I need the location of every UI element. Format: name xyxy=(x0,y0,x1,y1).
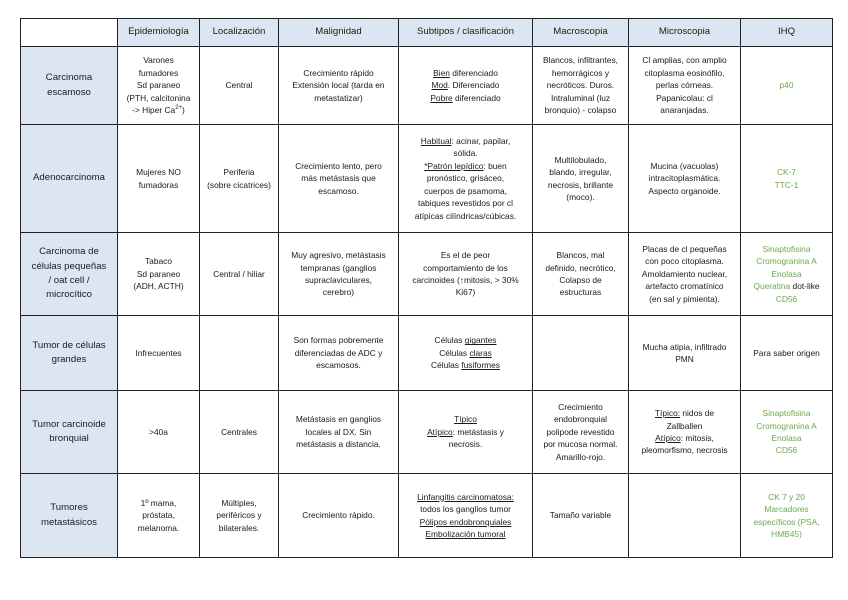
cell-malignidad xyxy=(279,391,399,474)
header-microscopia: Microscopia xyxy=(629,19,741,47)
cell-line xyxy=(402,79,529,91)
cell-line: Ki67) xyxy=(455,287,476,298)
cell-line: citoplasma eosinófilo, xyxy=(644,67,725,78)
cell-line: tempranas (ganglios xyxy=(300,262,377,273)
marker-text: p40 xyxy=(779,80,794,91)
cell-epidemiologia xyxy=(118,233,200,316)
cell-line: locales al DX. Sin xyxy=(305,426,372,437)
cell-line: (PTH, calcitonina xyxy=(126,92,191,103)
cell-ihq xyxy=(741,125,833,233)
marker-text: Sinaptofisina xyxy=(762,408,811,419)
cell-line: Intraluminal (luz xyxy=(550,92,611,103)
cell-malignidad xyxy=(279,316,399,391)
cell-text: Células xyxy=(434,335,465,346)
cell-text: : acinar, papilar, xyxy=(451,135,511,146)
row-header-line: Adenocarcinoma xyxy=(33,172,105,184)
header-localizacion: Localización xyxy=(200,19,279,47)
underlined-term: Típico: xyxy=(654,408,681,419)
cell-text: >40a xyxy=(149,426,168,437)
cell-text: Para saber origen xyxy=(753,347,820,358)
cell-epidemiologia xyxy=(118,474,200,558)
marker-text: Marcadores xyxy=(764,504,809,515)
cell-text: Central xyxy=(225,80,253,91)
row-header-line: escamoso xyxy=(47,86,91,98)
cell-line: escamosos. xyxy=(316,360,361,371)
row-header-carcinoma-escamoso xyxy=(21,47,118,125)
row-header-tumor-carcinoide-bronquial xyxy=(21,391,118,474)
cell-line xyxy=(402,491,529,503)
cell-line: necróticos. Duros. xyxy=(546,80,615,91)
cell-line: Tabaco xyxy=(144,256,172,267)
underlined-term: Mod xyxy=(431,80,448,91)
cell-microscopia xyxy=(629,125,741,233)
cell-line: Mujeres NO xyxy=(136,167,181,178)
cell-text: diferenciado xyxy=(449,67,498,78)
cell-line: Varones xyxy=(143,55,174,66)
cell-line: Multilobulado, xyxy=(554,154,607,165)
cell-line: Zallballen xyxy=(666,420,703,431)
cell-text: Central / hiliar xyxy=(213,268,265,279)
cell-text: . Diferenciado xyxy=(447,80,500,91)
cell-line: Blancos, mal xyxy=(556,250,605,261)
underlined-term: Pobre xyxy=(430,92,453,103)
cell-line: anaranjadas. xyxy=(660,105,709,116)
cell-line: pleomorfismo, necrosis xyxy=(641,445,728,456)
cell-line: Mucha atipia, infiltrado xyxy=(642,341,727,352)
cell-line: metastatizar) xyxy=(314,92,363,103)
cell-localizacion xyxy=(200,47,279,125)
row-header-tumor-celulas-grandes xyxy=(21,316,118,391)
cell-epidemiologia xyxy=(118,125,200,233)
cell-line xyxy=(402,413,529,425)
cell-microscopia xyxy=(629,316,741,391)
cell-line: Amarillo-rojo. xyxy=(555,451,606,462)
cell-line: (moco). xyxy=(566,191,595,202)
cell-text: -> Hiper Ca xyxy=(132,105,176,116)
cell-localizacion xyxy=(200,233,279,316)
cell-epidemiologia xyxy=(118,316,200,391)
cell-line: sólida. xyxy=(453,148,478,159)
marker-text: Enolasa xyxy=(771,268,802,279)
marker-text: CD56 xyxy=(775,445,798,456)
cell-text: Crecimiento rápido. xyxy=(302,510,375,521)
underlined-term: Típico xyxy=(454,414,477,425)
cell-line: artefacto cromatínico xyxy=(645,281,724,292)
cell-localizacion xyxy=(200,474,279,558)
cell-line: -> Hiper $Ca^{2+}$) xyxy=(132,105,185,116)
cell-line: Crecimiento lento, pero xyxy=(295,160,382,171)
marker-text: Cromogranina A xyxy=(756,420,817,431)
underlined-term: Atípico xyxy=(427,426,453,437)
header-malignidad: Malignidad xyxy=(279,19,399,47)
cell-line: periféricos y xyxy=(216,510,262,521)
cell-malignidad xyxy=(279,233,399,316)
cell-localizacion xyxy=(200,125,279,233)
cell-microscopia xyxy=(629,391,741,474)
cell-line: carcinoides (↑mitosis, > 30% xyxy=(412,275,519,285)
cell-subtipos xyxy=(399,125,533,233)
cell-line: estructuras xyxy=(559,287,602,298)
row-header-line: Carcinoma xyxy=(45,72,93,84)
cell-line: Es el de peor xyxy=(440,250,491,261)
cell-text: Células xyxy=(439,347,470,358)
cell-ihq xyxy=(741,47,833,125)
header-ihq: IHQ xyxy=(741,19,833,47)
cell-line: Cl amplias, con amplio xyxy=(642,55,727,66)
row-header-line: células pequeñas xyxy=(31,260,107,272)
marker-text: Queratina xyxy=(753,281,791,292)
underlined-term: Atípico xyxy=(655,433,681,443)
cell-microscopia xyxy=(629,474,741,558)
row-header-line: bronquial xyxy=(49,433,89,444)
row-header-line: metastásicos xyxy=(41,516,97,528)
marker-text: Enolasa xyxy=(771,433,802,443)
cell-line: Crecimiento xyxy=(558,401,603,412)
cell-line: todos los ganglios tumor xyxy=(420,504,511,515)
marker-text: HMB45) xyxy=(771,528,802,539)
cell-line: fumadores xyxy=(138,67,179,78)
corner-cell xyxy=(21,19,118,47)
row-header-line: microcítico xyxy=(46,289,92,301)
underlined-term: claras xyxy=(469,347,492,358)
cell-line: atípicas cilíndricas/cúbicas. xyxy=(414,210,517,221)
cell-line xyxy=(402,160,529,172)
cell-subtipos xyxy=(399,47,533,125)
cell-line: hemorrágicos y xyxy=(551,67,610,78)
cell-macroscopia xyxy=(533,316,629,391)
table-row xyxy=(21,233,833,316)
cell-ihq xyxy=(741,316,833,391)
underlined-term: Pólipos endobronquiales xyxy=(419,516,512,527)
row-header-carcinoma-celulas-pequenas xyxy=(21,233,118,316)
cell-macroscopia xyxy=(533,233,629,316)
cell-line: pronóstico, grisáceo, xyxy=(426,173,505,184)
cell-text: : mitosis, xyxy=(680,433,714,443)
cell-line: Mucina (vacuolas) xyxy=(650,160,719,171)
cell-line: (ADH, ACTH) xyxy=(133,281,184,292)
cell-line xyxy=(632,432,737,444)
cell-line xyxy=(402,528,529,540)
cell-line: 1º mama, xyxy=(140,497,177,508)
cell-microscopia xyxy=(629,47,741,125)
cell-line: supraclaviculares, xyxy=(304,275,373,285)
cell-line: diferenciadas de ADC y xyxy=(294,347,383,358)
cell-line: (en sal y pimienta). xyxy=(649,293,720,304)
cell-line xyxy=(402,516,529,528)
cell-text: : metástasis y xyxy=(452,426,504,437)
cell-epidemiologia xyxy=(118,47,200,125)
row-header-adenocarcinoma xyxy=(21,125,118,233)
cell-line: Placas de cl pequeñas xyxy=(642,243,727,254)
cell-line: definido, necrótico, xyxy=(545,262,616,273)
cell-epidemiologia xyxy=(118,391,200,474)
cell-ihq xyxy=(741,233,833,316)
cell-line: perlas córneas. xyxy=(655,80,714,91)
cell-line: Sd paraneo xyxy=(136,80,181,91)
cell-subtipos xyxy=(399,233,533,316)
cell-line xyxy=(402,347,529,359)
cell-line: comportamiento de los xyxy=(423,262,508,273)
table-row xyxy=(21,125,833,233)
cell-line: (sobre cicatrices) xyxy=(207,179,271,190)
cell-line: Extensión local (tarda en xyxy=(292,80,385,91)
table-row xyxy=(21,391,833,474)
cell-localizacion xyxy=(200,316,279,391)
underlined-term: Habitual xyxy=(420,135,452,146)
header-row xyxy=(21,19,833,47)
cell-line: Muy agresivo, metástasis xyxy=(291,250,386,261)
cell-subtipos xyxy=(399,316,533,391)
cell-line: cerebro) xyxy=(322,287,355,298)
marker-text: Cromogranina A xyxy=(756,256,817,267)
cell-subtipos xyxy=(399,474,533,558)
cell-macroscopia xyxy=(533,125,629,233)
cell-line: cuerpos de psamoma, xyxy=(424,185,507,196)
cell-line: bronquio) - colapso xyxy=(544,105,617,116)
marker-text: Sinaptofisina xyxy=(762,243,811,254)
cell-line: Son formas pobremente xyxy=(293,335,384,346)
marker-line xyxy=(744,280,829,292)
superscript: 2+ xyxy=(175,105,183,112)
cell-macroscopia xyxy=(533,474,629,558)
underlined-term: gigantes xyxy=(464,335,497,346)
cell-ihq xyxy=(741,391,833,474)
cell-line xyxy=(402,135,529,147)
table-row xyxy=(21,47,833,125)
cell-malignidad xyxy=(279,47,399,125)
underlined-term: fusiformes xyxy=(461,360,500,371)
table-row xyxy=(21,316,833,391)
cell-line: fumadoras xyxy=(138,179,179,190)
marker-text: TTC-1 xyxy=(774,179,799,190)
cell-line: Amoldamiento nuclear, xyxy=(641,268,728,279)
cell-line: bilaterales. xyxy=(218,522,260,533)
underlined-term: Bien xyxy=(433,67,450,78)
cell-line: necrosis. xyxy=(448,439,483,450)
underlined-term: *Patrón lepídico xyxy=(424,160,484,171)
cell-macroscopia xyxy=(533,47,629,125)
cell-line: Papanicolau: cl xyxy=(656,92,713,103)
cell-line xyxy=(402,334,529,346)
cell-text: : buen xyxy=(483,160,507,171)
cell-text: diferenciado xyxy=(452,92,501,103)
cell-line: Múltiples, xyxy=(221,497,257,508)
row-header-line: Tumor de células xyxy=(32,339,106,351)
cell-line: intracitoplasmática. xyxy=(648,173,721,184)
cell-text: Células xyxy=(431,360,462,371)
underlined-term: Linfangitis carcinomatosa: xyxy=(417,491,514,502)
cell-line: tabiques revestidos por cl xyxy=(418,198,513,209)
cell-line xyxy=(402,92,529,104)
cell-malignidad xyxy=(279,125,399,233)
row-header-line: Carcinoma de xyxy=(39,246,99,258)
cell-line: blando, irregular, xyxy=(549,167,612,178)
cell-line: endobronquial xyxy=(553,414,608,425)
marker-text: CD56 xyxy=(775,293,798,304)
cell-line: Crecimiento rápido xyxy=(303,67,374,78)
cell-line xyxy=(632,407,737,419)
cell-text: Centrales xyxy=(221,426,257,437)
cell-line xyxy=(402,359,529,371)
row-header-line: grandes xyxy=(51,354,87,365)
row-header-line: / oat cell / xyxy=(48,275,90,286)
cell-line: metástasis a distancia. xyxy=(296,439,381,450)
cell-line: más metástasis que xyxy=(301,173,376,184)
cell-line: Periferia xyxy=(223,167,255,178)
cell-line: escamoso. xyxy=(318,185,359,196)
cell-line: necrosis, brillante xyxy=(547,179,614,190)
cell-subtipos xyxy=(399,391,533,474)
cell-microscopia xyxy=(629,233,741,316)
cell-line: polipode revestido xyxy=(546,426,615,437)
cell-line: con poco citoplasma. xyxy=(645,256,724,267)
row-header-tumores-metastasicos xyxy=(21,474,118,558)
cell-line: por mucosa normal. xyxy=(543,439,618,450)
marker-text: CK 7 y 20 xyxy=(768,491,805,502)
cell-text: Tamaño variable xyxy=(549,510,612,521)
row-header-line: Tumor carcinoide xyxy=(32,418,106,430)
header-subtipos: Subtipos / clasificación xyxy=(399,19,533,47)
tumor-comparison-table xyxy=(20,18,833,558)
cell-line: Sd paraneo xyxy=(136,268,181,279)
marker-text: específicos (PSA, xyxy=(753,516,820,527)
header-macroscopia: Macroscopia xyxy=(533,19,629,47)
row-header-line: Tumores xyxy=(50,502,88,514)
marker-text: CK-7 xyxy=(776,167,797,178)
cell-malignidad xyxy=(279,474,399,558)
cell-line: próstata, xyxy=(142,510,175,521)
cell-localizacion xyxy=(200,391,279,474)
cell-text: Infrecuentes xyxy=(135,347,182,358)
cell-ihq xyxy=(741,474,833,558)
table-row xyxy=(21,474,833,558)
cell-line xyxy=(402,426,529,438)
cell-macroscopia xyxy=(533,391,629,474)
cell-line: Colapso de xyxy=(559,275,602,285)
marker-note: dot-like xyxy=(790,281,820,292)
cell-line: PMN xyxy=(675,354,694,364)
cell-line: Blancos, infiltrantes, xyxy=(543,55,618,66)
cell-line: Aspecto organoide. xyxy=(648,185,721,196)
cell-text: nidos de xyxy=(680,408,715,419)
header-epidemiologia: Epidemiología xyxy=(118,19,200,47)
cell-line: melanoma. xyxy=(137,522,180,533)
cell-line: Metástasis en ganglios xyxy=(295,414,382,425)
cell-line xyxy=(402,67,529,79)
underlined-term: Embolización tumoral xyxy=(425,528,506,539)
